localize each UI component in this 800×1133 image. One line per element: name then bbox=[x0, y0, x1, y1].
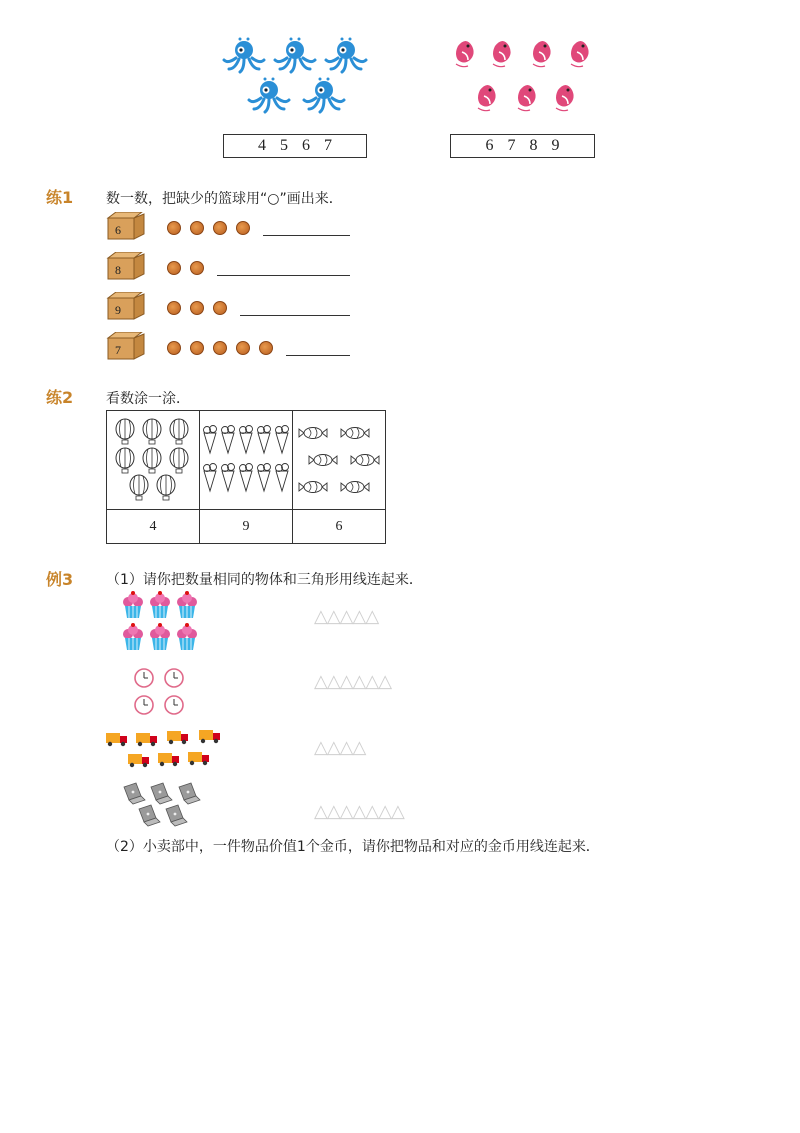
answer-line[interactable] bbox=[286, 355, 350, 356]
coloring-table bbox=[106, 410, 386, 544]
ex3-part2: （2）小卖部中，一件物品价值1个金币，请你把物品和对应的金币用线连起来． bbox=[106, 839, 600, 855]
octopus-group bbox=[222, 36, 372, 126]
box-number: 7 bbox=[115, 343, 121, 357]
basketball-icon bbox=[236, 221, 250, 235]
triangle-row-1[interactable]: △△△△△ bbox=[314, 606, 379, 627]
laptop-group[interactable] bbox=[118, 780, 208, 830]
ex3-part1: （1）请你把数量相同的物体和三角形用线连起来． bbox=[106, 572, 423, 588]
basketball-icon bbox=[236, 341, 250, 355]
box-number: 6 bbox=[115, 223, 121, 237]
basketball-icon bbox=[167, 261, 181, 275]
basketball-icon bbox=[190, 221, 204, 235]
balloon-cell[interactable] bbox=[107, 411, 200, 510]
cupcake-group[interactable] bbox=[118, 590, 208, 656]
basketball-icon bbox=[213, 221, 227, 235]
icecream-cell[interactable] bbox=[200, 411, 293, 510]
box-number: 9 bbox=[115, 303, 121, 317]
answer-line[interactable] bbox=[240, 315, 350, 316]
ex2-label: 练2 bbox=[46, 388, 74, 407]
candy-icons bbox=[293, 411, 385, 505]
cardboard-box-icon bbox=[104, 212, 146, 240]
octopus-number-box: 4 5 6 7 bbox=[223, 134, 367, 158]
icecream-icons bbox=[200, 411, 292, 505]
basketball-icon bbox=[213, 301, 227, 315]
basketball-icon bbox=[167, 301, 181, 315]
shrimp-number-box: 6 7 8 9 bbox=[450, 134, 595, 158]
ex2-instruction: 看数涂一涂． bbox=[106, 391, 190, 407]
basketball-icon bbox=[213, 341, 227, 355]
clock-group[interactable] bbox=[130, 665, 190, 719]
basketball-icon bbox=[167, 221, 181, 235]
icecream-number: 9 bbox=[200, 510, 293, 544]
triangle-row-3[interactable]: △△△△ bbox=[314, 737, 366, 758]
box-number: 8 bbox=[115, 263, 121, 277]
cardboard-box-icon bbox=[104, 292, 146, 320]
ex1-instruction: 数一数，把缺少的篮球用“○”画出来． bbox=[106, 191, 343, 207]
cardboard-box-icon bbox=[104, 332, 146, 360]
triangle-row-4[interactable]: △△△△△△△ bbox=[314, 801, 404, 822]
truck-group[interactable] bbox=[104, 727, 229, 771]
triangle-row-2[interactable]: △△△△△△ bbox=[314, 671, 392, 692]
candy-cell[interactable] bbox=[293, 411, 386, 510]
cardboard-box-icon bbox=[104, 252, 146, 280]
basketball-icon bbox=[259, 341, 273, 355]
candy-number: 6 bbox=[293, 510, 386, 544]
ex3-label: 例3 bbox=[46, 570, 74, 589]
basketball-icon bbox=[190, 341, 204, 355]
basketball-icon bbox=[190, 261, 204, 275]
basketball-icon bbox=[167, 341, 181, 355]
answer-line[interactable] bbox=[263, 235, 350, 236]
balloon-number: 4 bbox=[107, 510, 200, 544]
balloon-icons bbox=[107, 411, 199, 505]
ex1-label: 练1 bbox=[46, 188, 74, 207]
basketball-icon bbox=[190, 301, 204, 315]
answer-line[interactable] bbox=[217, 275, 350, 276]
shrimp-group bbox=[448, 36, 598, 126]
